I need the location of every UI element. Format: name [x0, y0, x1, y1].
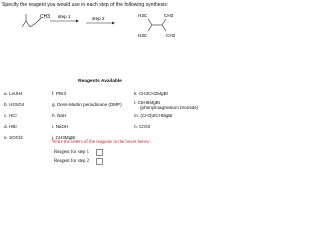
product-structure	[148, 19, 166, 31]
product-ch3-bottom: CH3	[166, 33, 176, 38]
step1-label: step 1	[58, 14, 71, 19]
product-h3c-top: H3C	[138, 13, 148, 18]
product-h3c-bottom: H3C	[138, 33, 148, 38]
step1-arrowhead	[76, 20, 79, 23]
step2-label: step 2	[92, 16, 105, 21]
step1-answer-input[interactable]	[96, 149, 103, 156]
reagent-g: g. Dess-Martin periodinane (DMP)	[52, 102, 122, 107]
reagent-e: e. SOCl2	[4, 135, 23, 140]
reagent-l-note: (phenylmagnesium bromide)	[140, 105, 199, 110]
reagent-h: h. NaH	[52, 113, 67, 118]
synthesis-scheme	[0, 9, 200, 49]
start-ch3-label: CH3	[40, 14, 51, 20]
question-text: Specify the reagent you would use in each step of the following synthesis:	[2, 2, 169, 8]
reagent-a: a. LiAlH4	[4, 91, 23, 96]
step2-answer-input[interactable]	[96, 158, 103, 165]
reagent-c: c. HCl	[4, 113, 17, 118]
reagent-d: d. HBr	[4, 124, 18, 129]
reagent-i: i. NaOH	[52, 124, 69, 129]
reagent-b: b. H2SO4	[4, 102, 25, 107]
product-ch3-top: CH3	[164, 13, 174, 18]
reagent-k: k. CH3CH2MgBr	[134, 91, 169, 96]
reagent-l: l. C6H5MgBr	[134, 100, 161, 105]
reagent-n: n. CrO3	[134, 124, 151, 129]
step1-answer-label: Reagent for step 1	[54, 150, 90, 155]
starting-material-structure	[22, 14, 41, 27]
reagent-f: f. PBr3	[52, 91, 67, 96]
step2-answer-label: Reagent for step 2	[54, 159, 90, 164]
reagent-j: j. CH3MgBr	[52, 135, 76, 140]
reagent-m: m. (CH3)2CHMgBr	[134, 113, 173, 118]
instructions-text: Write the letters of the reagents in the boxes below:	[52, 140, 151, 145]
step2-arrowhead	[112, 22, 115, 25]
reagents-title: Reagents Available	[78, 79, 122, 84]
